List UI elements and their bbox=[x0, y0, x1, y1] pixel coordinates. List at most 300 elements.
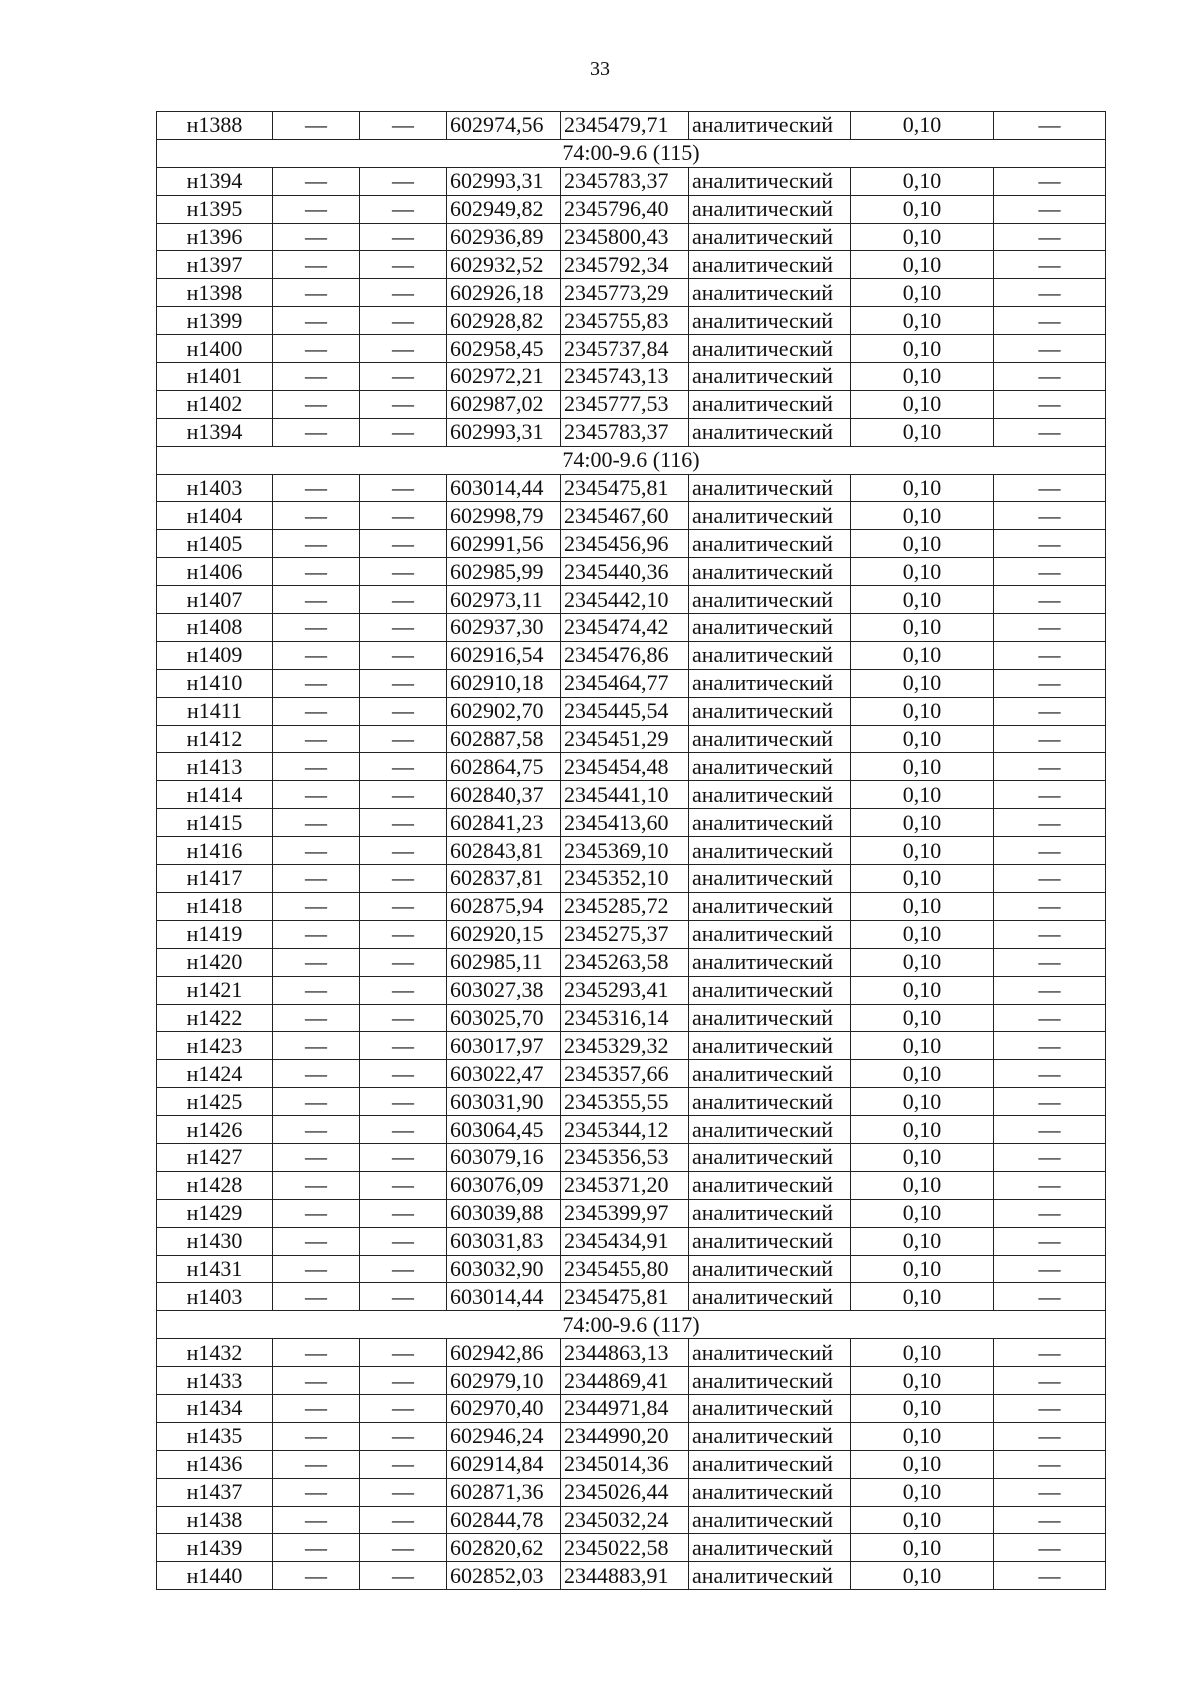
table-row bbox=[157, 335, 1106, 363]
point-name-cell: н1412 bbox=[157, 725, 273, 753]
dash-cell: — bbox=[360, 1255, 447, 1283]
dash-cell: — bbox=[273, 195, 360, 223]
point-name-cell: н1413 bbox=[157, 753, 273, 781]
dash-cell: — bbox=[360, 1004, 447, 1032]
accuracy-cell: 0,10 bbox=[851, 195, 994, 223]
y-coordinate-cell: 2345479,71 bbox=[561, 112, 689, 140]
x-coordinate-cell: 602985,99 bbox=[447, 558, 561, 586]
accuracy-cell: 0,10 bbox=[851, 1478, 994, 1506]
dash-cell: — bbox=[994, 530, 1106, 558]
dash-cell: — bbox=[994, 502, 1106, 530]
point-name-cell: н1436 bbox=[157, 1450, 273, 1478]
point-name-cell: н1420 bbox=[157, 948, 273, 976]
x-coordinate-cell: 602902,70 bbox=[447, 697, 561, 725]
x-coordinate-cell: 602871,36 bbox=[447, 1478, 561, 1506]
method-cell: аналитический bbox=[689, 223, 851, 251]
accuracy-cell: 0,10 bbox=[851, 530, 994, 558]
accuracy-cell: 0,10 bbox=[851, 1171, 994, 1199]
dash-cell: — bbox=[994, 1450, 1106, 1478]
method-cell: аналитический bbox=[689, 1227, 851, 1255]
method-cell: аналитический bbox=[689, 1450, 851, 1478]
dash-cell: — bbox=[273, 279, 360, 307]
point-name-cell: н1435 bbox=[157, 1422, 273, 1450]
point-name-cell: н1440 bbox=[157, 1562, 273, 1590]
y-coordinate-cell: 2345792,34 bbox=[561, 251, 689, 279]
y-coordinate-cell: 2345285,72 bbox=[561, 892, 689, 920]
method-cell: аналитический bbox=[689, 809, 851, 837]
dash-cell: — bbox=[273, 530, 360, 558]
point-name-cell: н1426 bbox=[157, 1116, 273, 1144]
x-coordinate-cell: 603014,44 bbox=[447, 1283, 561, 1311]
dash-cell: — bbox=[273, 809, 360, 837]
x-coordinate-cell: 602993,31 bbox=[447, 418, 561, 446]
dash-cell: — bbox=[994, 614, 1106, 642]
point-name-cell: н1398 bbox=[157, 279, 273, 307]
x-coordinate-cell: 602837,81 bbox=[447, 865, 561, 893]
y-coordinate-cell: 2345371,20 bbox=[561, 1171, 689, 1199]
method-cell: аналитический bbox=[689, 1562, 851, 1590]
accuracy-cell: 0,10 bbox=[851, 474, 994, 502]
x-coordinate-cell: 603064,45 bbox=[447, 1116, 561, 1144]
dash-cell: — bbox=[994, 1227, 1106, 1255]
x-coordinate-cell: 602972,21 bbox=[447, 363, 561, 391]
y-coordinate-cell: 2345026,44 bbox=[561, 1478, 689, 1506]
dash-cell: — bbox=[273, 1060, 360, 1088]
method-cell: аналитический bbox=[689, 112, 851, 140]
dash-cell: — bbox=[994, 920, 1106, 948]
dash-cell: — bbox=[273, 892, 360, 920]
method-cell: аналитический bbox=[689, 1283, 851, 1311]
x-coordinate-cell: 602993,31 bbox=[447, 167, 561, 195]
dash-cell: — bbox=[360, 1450, 447, 1478]
dash-cell: — bbox=[994, 223, 1106, 251]
point-name-cell: н1431 bbox=[157, 1255, 273, 1283]
dash-cell: — bbox=[994, 697, 1106, 725]
accuracy-cell: 0,10 bbox=[851, 558, 994, 586]
point-name-cell: н1403 bbox=[157, 474, 273, 502]
table-row bbox=[157, 195, 1106, 223]
dash-cell: — bbox=[994, 1339, 1106, 1367]
x-coordinate-cell: 602991,56 bbox=[447, 530, 561, 558]
method-cell: аналитический bbox=[689, 1060, 851, 1088]
accuracy-cell: 0,10 bbox=[851, 1450, 994, 1478]
table-row bbox=[157, 1143, 1106, 1171]
dash-cell: — bbox=[994, 1004, 1106, 1032]
method-cell: аналитический bbox=[689, 530, 851, 558]
table-row bbox=[157, 697, 1106, 725]
accuracy-cell: 0,10 bbox=[851, 363, 994, 391]
method-cell: аналитический bbox=[689, 1255, 851, 1283]
y-coordinate-cell: 2344971,84 bbox=[561, 1394, 689, 1422]
table-row bbox=[157, 669, 1106, 697]
dash-cell: — bbox=[994, 363, 1106, 391]
point-name-cell: н1411 bbox=[157, 697, 273, 725]
dash-cell: — bbox=[273, 753, 360, 781]
dash-cell: — bbox=[273, 614, 360, 642]
accuracy-cell: 0,10 bbox=[851, 418, 994, 446]
method-cell: аналитический bbox=[689, 1143, 851, 1171]
method-cell: аналитический bbox=[689, 1534, 851, 1562]
accuracy-cell: 0,10 bbox=[851, 614, 994, 642]
accuracy-cell: 0,10 bbox=[851, 1255, 994, 1283]
table-body bbox=[157, 112, 1106, 1590]
dash-cell: — bbox=[273, 1506, 360, 1534]
dash-cell: — bbox=[360, 1227, 447, 1255]
x-coordinate-cell: 603039,88 bbox=[447, 1199, 561, 1227]
dash-cell: — bbox=[273, 1116, 360, 1144]
dash-cell: — bbox=[360, 614, 447, 642]
y-coordinate-cell: 2345014,36 bbox=[561, 1450, 689, 1478]
point-name-cell: н1434 bbox=[157, 1394, 273, 1422]
table-row bbox=[157, 837, 1106, 865]
y-coordinate-cell: 2345022,58 bbox=[561, 1534, 689, 1562]
dash-cell: — bbox=[360, 1506, 447, 1534]
table-row bbox=[157, 1032, 1106, 1060]
point-name-cell: н1429 bbox=[157, 1199, 273, 1227]
dash-cell: — bbox=[360, 1394, 447, 1422]
coordinates-table bbox=[156, 111, 1106, 1590]
table-row bbox=[157, 1339, 1106, 1367]
x-coordinate-cell: 602937,30 bbox=[447, 614, 561, 642]
dash-cell: — bbox=[994, 837, 1106, 865]
x-coordinate-cell: 602852,03 bbox=[447, 1562, 561, 1590]
dash-cell: — bbox=[273, 1394, 360, 1422]
y-coordinate-cell: 2345316,14 bbox=[561, 1004, 689, 1032]
dash-cell: — bbox=[994, 474, 1106, 502]
point-name-cell: н1408 bbox=[157, 614, 273, 642]
dash-cell: — bbox=[360, 502, 447, 530]
accuracy-cell: 0,10 bbox=[851, 669, 994, 697]
dash-cell: — bbox=[273, 948, 360, 976]
dash-cell: — bbox=[360, 195, 447, 223]
accuracy-cell: 0,10 bbox=[851, 1506, 994, 1534]
method-cell: аналитический bbox=[689, 474, 851, 502]
point-name-cell: н1419 bbox=[157, 920, 273, 948]
accuracy-cell: 0,10 bbox=[851, 112, 994, 140]
method-cell: аналитический bbox=[689, 865, 851, 893]
page-number: 33 bbox=[590, 58, 610, 80]
y-coordinate-cell: 2345352,10 bbox=[561, 865, 689, 893]
dash-cell: — bbox=[360, 390, 447, 418]
dash-cell: — bbox=[273, 641, 360, 669]
dash-cell: — bbox=[994, 753, 1106, 781]
point-name-cell: н1400 bbox=[157, 335, 273, 363]
dash-cell: — bbox=[360, 307, 447, 335]
y-coordinate-cell: 2345474,42 bbox=[561, 614, 689, 642]
dash-cell: — bbox=[273, 1143, 360, 1171]
dash-cell: — bbox=[273, 920, 360, 948]
dash-cell: — bbox=[994, 586, 1106, 614]
table-row bbox=[157, 307, 1106, 335]
dash-cell: — bbox=[360, 1032, 447, 1060]
dash-cell: — bbox=[273, 363, 360, 391]
accuracy-cell: 0,10 bbox=[851, 335, 994, 363]
y-coordinate-cell: 2345464,77 bbox=[561, 669, 689, 697]
dash-cell: — bbox=[360, 251, 447, 279]
dash-cell: — bbox=[994, 1394, 1106, 1422]
table-row bbox=[157, 1088, 1106, 1116]
point-name-cell: н1415 bbox=[157, 809, 273, 837]
y-coordinate-cell: 2344863,13 bbox=[561, 1339, 689, 1367]
point-name-cell: н1404 bbox=[157, 502, 273, 530]
dash-cell: — bbox=[360, 948, 447, 976]
accuracy-cell: 0,10 bbox=[851, 865, 994, 893]
x-coordinate-cell: 603017,97 bbox=[447, 1032, 561, 1060]
accuracy-cell: 0,10 bbox=[851, 697, 994, 725]
method-cell: аналитический bbox=[689, 307, 851, 335]
x-coordinate-cell: 602928,82 bbox=[447, 307, 561, 335]
method-cell: аналитический bbox=[689, 976, 851, 1004]
y-coordinate-cell: 2345275,37 bbox=[561, 920, 689, 948]
table-row bbox=[157, 474, 1106, 502]
x-coordinate-cell: 602985,11 bbox=[447, 948, 561, 976]
dash-cell: — bbox=[360, 1143, 447, 1171]
dash-cell: — bbox=[360, 1283, 447, 1311]
dash-cell: — bbox=[360, 669, 447, 697]
dash-cell: — bbox=[360, 809, 447, 837]
dash-cell: — bbox=[273, 865, 360, 893]
dash-cell: — bbox=[994, 1283, 1106, 1311]
method-cell: аналитический bbox=[689, 1506, 851, 1534]
dash-cell: — bbox=[994, 948, 1106, 976]
method-cell: аналитический bbox=[689, 279, 851, 307]
dash-cell: — bbox=[273, 1171, 360, 1199]
y-coordinate-cell: 2344883,91 bbox=[561, 1562, 689, 1590]
dash-cell: — bbox=[273, 586, 360, 614]
y-coordinate-cell: 2345777,53 bbox=[561, 390, 689, 418]
x-coordinate-cell: 602841,23 bbox=[447, 809, 561, 837]
dash-cell: — bbox=[360, 167, 447, 195]
dash-cell: — bbox=[360, 1060, 447, 1088]
table-row bbox=[157, 1450, 1106, 1478]
y-coordinate-cell: 2345293,41 bbox=[561, 976, 689, 1004]
y-coordinate-cell: 2345357,66 bbox=[561, 1060, 689, 1088]
dash-cell: — bbox=[994, 390, 1106, 418]
dash-cell: — bbox=[273, 697, 360, 725]
dash-cell: — bbox=[994, 1255, 1106, 1283]
section-header-row bbox=[157, 139, 1106, 167]
section-header-row bbox=[157, 446, 1106, 474]
dash-cell: — bbox=[360, 837, 447, 865]
dash-cell: — bbox=[994, 1534, 1106, 1562]
accuracy-cell: 0,10 bbox=[851, 1283, 994, 1311]
point-name-cell: н1422 bbox=[157, 1004, 273, 1032]
x-coordinate-cell: 602979,10 bbox=[447, 1367, 561, 1395]
dash-cell: — bbox=[994, 1478, 1106, 1506]
method-cell: аналитический bbox=[689, 1478, 851, 1506]
dash-cell: — bbox=[273, 1478, 360, 1506]
accuracy-cell: 0,10 bbox=[851, 279, 994, 307]
accuracy-cell: 0,10 bbox=[851, 251, 994, 279]
method-cell: аналитический bbox=[689, 669, 851, 697]
dash-cell: — bbox=[360, 753, 447, 781]
x-coordinate-cell: 602958,45 bbox=[447, 335, 561, 363]
table-row bbox=[157, 976, 1106, 1004]
accuracy-cell: 0,10 bbox=[851, 920, 994, 948]
point-name-cell: н1402 bbox=[157, 390, 273, 418]
x-coordinate-cell: 602840,37 bbox=[447, 781, 561, 809]
x-coordinate-cell: 603079,16 bbox=[447, 1143, 561, 1171]
dash-cell: — bbox=[273, 390, 360, 418]
dash-cell: — bbox=[360, 697, 447, 725]
y-coordinate-cell: 2345434,91 bbox=[561, 1227, 689, 1255]
x-coordinate-cell: 602974,56 bbox=[447, 112, 561, 140]
method-cell: аналитический bbox=[689, 837, 851, 865]
method-cell: аналитический bbox=[689, 1367, 851, 1395]
dash-cell: — bbox=[360, 892, 447, 920]
table-row bbox=[157, 892, 1106, 920]
y-coordinate-cell: 2345032,24 bbox=[561, 1506, 689, 1534]
dash-cell: — bbox=[273, 669, 360, 697]
accuracy-cell: 0,10 bbox=[851, 948, 994, 976]
table-row bbox=[157, 502, 1106, 530]
y-coordinate-cell: 2345456,96 bbox=[561, 530, 689, 558]
table-row bbox=[157, 1506, 1106, 1534]
y-coordinate-cell: 2345356,53 bbox=[561, 1143, 689, 1171]
y-coordinate-cell: 2345451,29 bbox=[561, 725, 689, 753]
y-coordinate-cell: 2345475,81 bbox=[561, 1283, 689, 1311]
x-coordinate-cell: 602844,78 bbox=[447, 1506, 561, 1534]
point-name-cell: н1396 bbox=[157, 223, 273, 251]
section-title: 74:00-9.6 (115) bbox=[157, 139, 1106, 167]
dash-cell: — bbox=[273, 335, 360, 363]
y-coordinate-cell: 2345800,43 bbox=[561, 223, 689, 251]
x-coordinate-cell: 602875,94 bbox=[447, 892, 561, 920]
dash-cell: — bbox=[273, 558, 360, 586]
y-coordinate-cell: 2345755,83 bbox=[561, 307, 689, 335]
dash-cell: — bbox=[360, 335, 447, 363]
dash-cell: — bbox=[994, 335, 1106, 363]
dash-cell: — bbox=[273, 418, 360, 446]
y-coordinate-cell: 2345796,40 bbox=[561, 195, 689, 223]
x-coordinate-cell: 602887,58 bbox=[447, 725, 561, 753]
table-row bbox=[157, 1060, 1106, 1088]
dash-cell: — bbox=[273, 1450, 360, 1478]
method-cell: аналитический bbox=[689, 586, 851, 614]
method-cell: аналитический bbox=[689, 781, 851, 809]
y-coordinate-cell: 2345467,60 bbox=[561, 502, 689, 530]
section-title: 74:00-9.6 (116) bbox=[157, 446, 1106, 474]
accuracy-cell: 0,10 bbox=[851, 1088, 994, 1116]
x-coordinate-cell: 602949,82 bbox=[447, 195, 561, 223]
y-coordinate-cell: 2345263,58 bbox=[561, 948, 689, 976]
point-name-cell: н1439 bbox=[157, 1534, 273, 1562]
table-row bbox=[157, 223, 1106, 251]
dash-cell: — bbox=[273, 474, 360, 502]
table-row bbox=[157, 948, 1106, 976]
x-coordinate-cell: 603022,47 bbox=[447, 1060, 561, 1088]
dash-cell: — bbox=[360, 474, 447, 502]
section-header-row bbox=[157, 1311, 1106, 1339]
point-name-cell: н1395 bbox=[157, 195, 273, 223]
dash-cell: — bbox=[994, 892, 1106, 920]
x-coordinate-cell: 602910,18 bbox=[447, 669, 561, 697]
point-name-cell: н1405 bbox=[157, 530, 273, 558]
dash-cell: — bbox=[360, 279, 447, 307]
point-name-cell: н1430 bbox=[157, 1227, 273, 1255]
table-row bbox=[157, 418, 1106, 446]
dash-cell: — bbox=[273, 307, 360, 335]
dash-cell: — bbox=[994, 558, 1106, 586]
method-cell: аналитический bbox=[689, 1004, 851, 1032]
method-cell: аналитический bbox=[689, 725, 851, 753]
method-cell: аналитический bbox=[689, 1394, 851, 1422]
dash-cell: — bbox=[360, 418, 447, 446]
dash-cell: — bbox=[360, 223, 447, 251]
point-name-cell: н1388 bbox=[157, 112, 273, 140]
x-coordinate-cell: 602914,84 bbox=[447, 1450, 561, 1478]
dash-cell: — bbox=[273, 112, 360, 140]
table-row bbox=[157, 1534, 1106, 1562]
point-name-cell: н1407 bbox=[157, 586, 273, 614]
point-name-cell: н1424 bbox=[157, 1060, 273, 1088]
method-cell: аналитический bbox=[689, 1199, 851, 1227]
table-row bbox=[157, 865, 1106, 893]
section-title: 74:00-9.6 (117) bbox=[157, 1311, 1106, 1339]
dash-cell: — bbox=[994, 1422, 1106, 1450]
table-row bbox=[157, 753, 1106, 781]
table-row bbox=[157, 1478, 1106, 1506]
dash-cell: — bbox=[273, 167, 360, 195]
dash-cell: — bbox=[273, 976, 360, 1004]
y-coordinate-cell: 2345454,48 bbox=[561, 753, 689, 781]
accuracy-cell: 0,10 bbox=[851, 1032, 994, 1060]
dash-cell: — bbox=[273, 1088, 360, 1116]
point-name-cell: н1432 bbox=[157, 1339, 273, 1367]
point-name-cell: н1403 bbox=[157, 1283, 273, 1311]
accuracy-cell: 0,10 bbox=[851, 753, 994, 781]
table-row bbox=[157, 614, 1106, 642]
y-coordinate-cell: 2345773,29 bbox=[561, 279, 689, 307]
table-row bbox=[157, 1422, 1106, 1450]
accuracy-cell: 0,10 bbox=[851, 725, 994, 753]
y-coordinate-cell: 2345783,37 bbox=[561, 418, 689, 446]
x-coordinate-cell: 602932,52 bbox=[447, 251, 561, 279]
table-row bbox=[157, 167, 1106, 195]
method-cell: аналитический bbox=[689, 753, 851, 781]
y-coordinate-cell: 2344869,41 bbox=[561, 1367, 689, 1395]
table-row bbox=[157, 558, 1106, 586]
table-row bbox=[157, 530, 1106, 558]
table-row bbox=[157, 1283, 1106, 1311]
x-coordinate-cell: 602926,18 bbox=[447, 279, 561, 307]
dash-cell: — bbox=[994, 1060, 1106, 1088]
dash-cell: — bbox=[360, 112, 447, 140]
method-cell: аналитический bbox=[689, 614, 851, 642]
accuracy-cell: 0,10 bbox=[851, 167, 994, 195]
y-coordinate-cell: 2344990,20 bbox=[561, 1422, 689, 1450]
dash-cell: — bbox=[994, 1199, 1106, 1227]
point-name-cell: н1406 bbox=[157, 558, 273, 586]
dash-cell: — bbox=[360, 1088, 447, 1116]
method-cell: аналитический bbox=[689, 1088, 851, 1116]
method-cell: аналитический bbox=[689, 363, 851, 391]
dash-cell: — bbox=[994, 1143, 1106, 1171]
dash-cell: — bbox=[360, 530, 447, 558]
point-name-cell: н1418 bbox=[157, 892, 273, 920]
dash-cell: — bbox=[994, 1562, 1106, 1590]
accuracy-cell: 0,10 bbox=[851, 223, 994, 251]
x-coordinate-cell: 603025,70 bbox=[447, 1004, 561, 1032]
dash-cell: — bbox=[273, 1255, 360, 1283]
y-coordinate-cell: 2345476,86 bbox=[561, 641, 689, 669]
method-cell: аналитический bbox=[689, 195, 851, 223]
accuracy-cell: 0,10 bbox=[851, 1116, 994, 1144]
y-coordinate-cell: 2345445,54 bbox=[561, 697, 689, 725]
dash-cell: — bbox=[994, 669, 1106, 697]
dash-cell: — bbox=[273, 251, 360, 279]
point-name-cell: н1414 bbox=[157, 781, 273, 809]
